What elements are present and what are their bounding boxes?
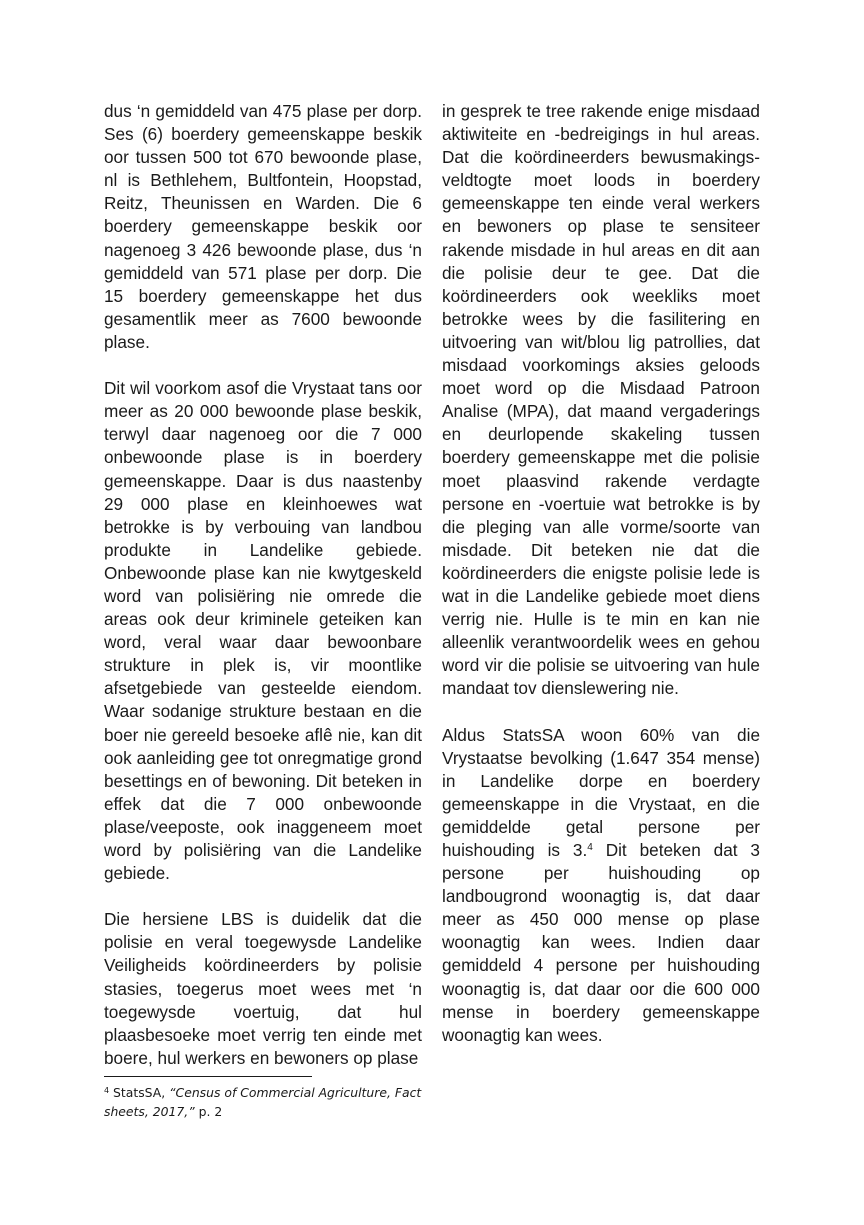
- paragraph-text: Aldus StatsSA woon 60% van die Vrystaatse bevolking (1.647 354 mense) in Landelike dorpe en boerdery gemeenskappe in die Vrystaat, en die gemiddelde getal persone per huishouding is 3.: [442, 724, 760, 860]
- footnote-prefix: StatsSA,: [109, 1085, 170, 1100]
- footnote-citation-title: “Census of Commercial Agriculture, Fact sheets, 2017,”: [104, 1085, 422, 1119]
- footnote-number: 4: [104, 1086, 110, 1095]
- footnote: [104, 1084, 424, 1121]
- paragraph: in gesprek te tree rakende enige misdaad aktiwiteite en -bedreigings in hul areas. Dat die koördineerders bewusmakings-veldtogte moet loods in boerdery gemeenskappe ten einde veral werkers en bewoners op plase te sensiteer rakende misdade in hul areas en dit aan die polisie deur te gee. Dat die koördineerders ook weekliks moet betrokke wees by die fasilitering en uitvoering van wit/blou lig patrollies, dat misdaad voorkomings aksies geloods moet word op die Misdaad Patroon Analise (MPA), dat maand vergaderings en deurlopende skakeling tussen boerdery gemeenskappe met die polisie moet plaasvind rakende verdagte persone en -voertuie wat betrokke is by die pleging van alle vorme/soorte van misdade. Dit beteken nie dat die koördineerders die enigste polisie lede is wat in die Landelike gebiede moet diens verrig nie. Hulle is te min en kan nie alleenlik verantwoordelik wees en gehou word vir die polisie se uitvoering van hule mandaat tov dienslewering nie.: [442, 101, 760, 699]
- right-text-column: [442, 100, 760, 1047]
- paragraph-with-footnote-ref: [442, 724, 760, 1047]
- footnote-suffix: p. 2: [194, 1103, 223, 1119]
- paragraph: dus ‘n gemiddeld van 475 plase per dorp. Ses (6) boerdery gemeenskappe beskik oor tussen 500 tot 670 bewoonde plase, nl is Bethlehem, Bultfontein, Hoopstad, Reitz, Theunissen en Warden. Die 6 boerdery gemeenskappe beskik oor nagenoeg 3 426 bewoonde plase, dus ‘n gemiddeld van 571 plase per dorp. Die 15 boerdery gemeenskappe het dus gesamentlik meer as 7600 bewoonde plase.: [104, 101, 422, 352]
- paragraph-text: Dit beteken dat 3 persone per huishouding op landbougrond woonagtig is, dat daar meer as 450 000 mense op plase woonagtig kan wees. Indien daar gemiddeld 4 persone per huishouding woonagtig is, dat daar oor die 600 000 mense in boerdery gemeenskappe woonagtig kan wees.: [442, 840, 760, 1045]
- paragraph: Dit wil voorkom asof die Vrystaat tans oor meer as 20 000 bewoonde plase beskik, terwyl daar nagenoeg oor die 7 000 onbewoonde plase is in boerdery gemeenskappe. Daar is dus naastenby 29 000 plase en kleinhoewes wat betrokke is by verbouing van landbou produkte in Landelike gebiede. Onbewoonde plase kan nie kwytgeskeld word van polisiëring nie omrede die areas ook deur kriminele geteiken kan word, veral waar daar bewoonbare strukture in plek is, vir moontlike afsetgebiede van gesteelde eiendom. Waar sodanige strukture bestaan en die boer nie gereeld besoeke aflê nie, kan dit ook aanleiding gee tot onregmatige grond besettings en of bewoning. Dit beteken in effek dat die 7 000 onbewoonde plase/veeposte, ook inaggeneem moet word by polisiëring van die Landelike gebiede.: [104, 378, 422, 884]
- left-text-column: [104, 100, 422, 1070]
- paragraph: Die hersiene LBS is duidelik dat die polisie en veral toegewysde Landelike Veiligheids koördineerders by polisie stasies, toegerus moet wees met ‘n toegewysde voertuig, dat hul plaasbesoeke moet verrig ten einde met boere, hul werkers en bewoners op plase: [104, 909, 422, 1068]
- footnote-separator: [104, 1076, 312, 1077]
- footnote-reference[interactable]: 4: [587, 842, 593, 853]
